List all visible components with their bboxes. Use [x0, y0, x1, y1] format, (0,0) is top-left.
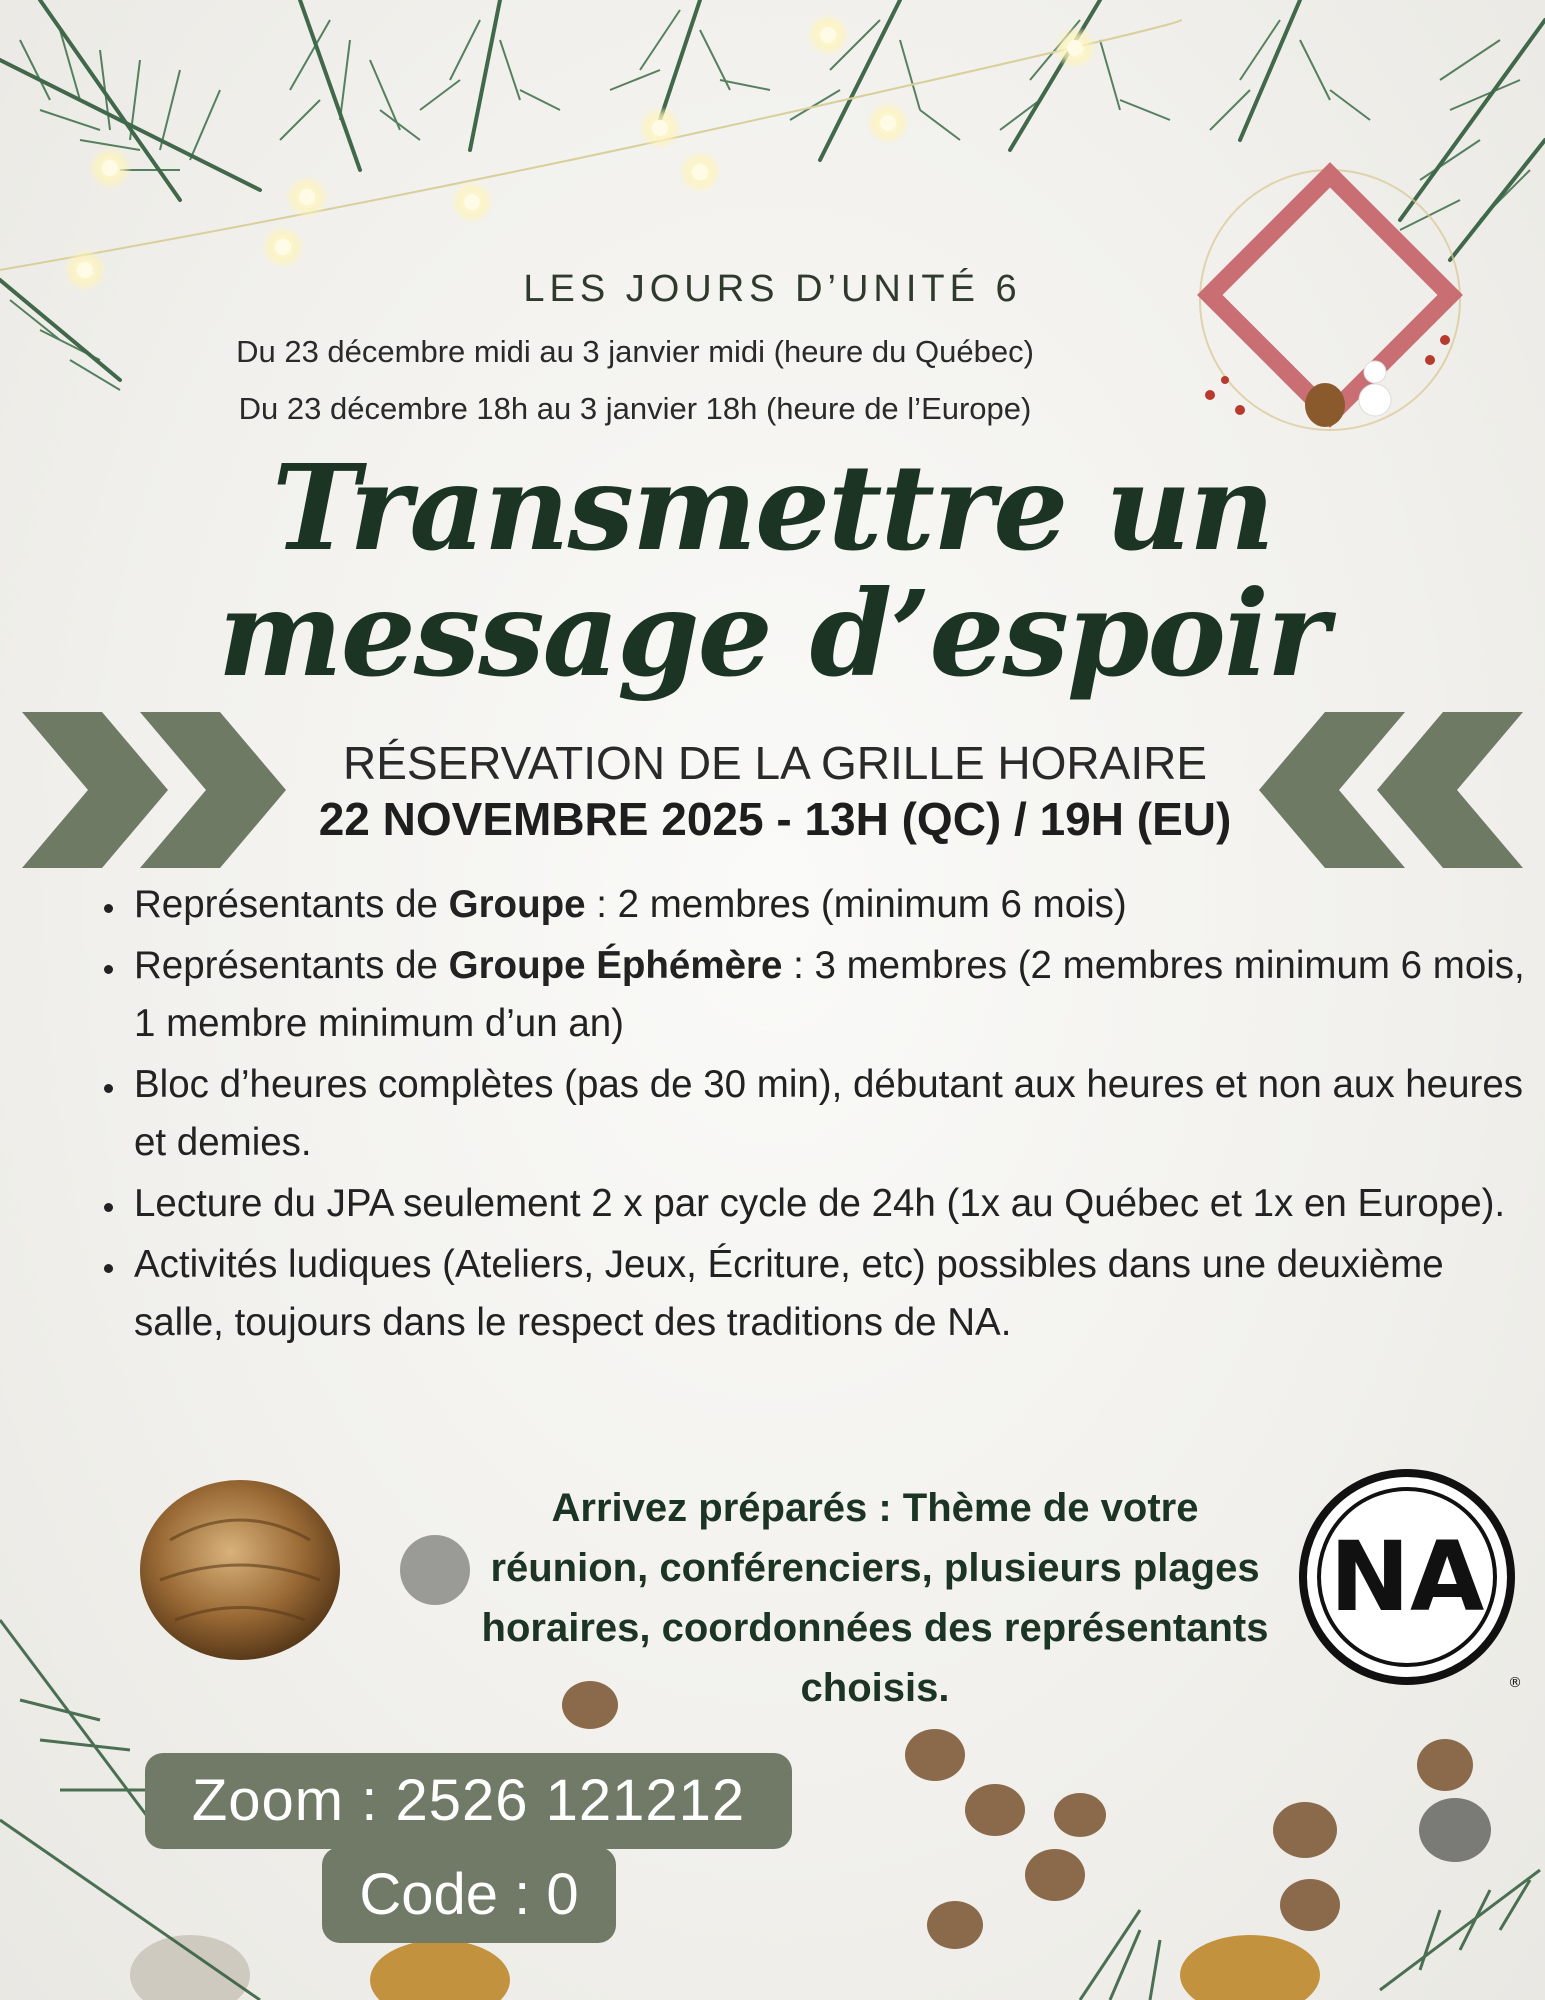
reservation-label: RÉSERVATION DE LA GRILLE HORAIRE [342, 737, 1208, 789]
na-logo [1295, 1465, 1525, 1695]
list-item: • Bloc d’heures complètes (pas de 30 min), débutant aux heures et non aux heures et demies. [128, 1056, 1528, 1172]
list-item: • Activités ludiques (Ateliers, Jeux, Écriture, etc) possibles dans une deuxième salle, toujours dans le respect des traditions de NA. [128, 1236, 1528, 1352]
registered-mark: ® [1508, 1675, 1522, 1691]
date-range-europe: Du 23 décembre 18h au 3 janvier 18h (heure de l’Europe) [238, 391, 1032, 426]
date-range-quebec: Du 23 décembre midi au 3 janvier midi (heure du Québec) [236, 334, 1034, 369]
string-lights [63, 13, 1097, 292]
event-subtitle: LES JOURS D’UNITÉ 6 [523, 268, 1022, 310]
reservation-datetime: 22 NOVEMBRE 2025 - 13H (QC) / 19H (EU) [318, 793, 1232, 845]
preparation-note: Arrivez préparés : Thème de votre réunion, conférenciers, plusieurs plages horaires, coordonnées des représentants choisis. [481, 1486, 1269, 1710]
main-title-line-1: Transmettre un [272, 438, 1273, 577]
list-item: • Représentants de Groupe : 2 membres (minimum 6 mois) [128, 876, 1528, 934]
main-title-line-2: message d’espoir [217, 564, 1328, 703]
zoom-meeting-badge: Zoom : 2526 121212 [145, 1753, 792, 1849]
zoom-code-badge: Code : 0 [322, 1847, 616, 1943]
list-item: • Lecture du JPA seulement 2 x par cycle de 24h (1x au Québec et 1x en Europe). [128, 1175, 1528, 1233]
na-logo-text: NA [1329, 1521, 1485, 1633]
main-title [0, 438, 1545, 703]
list-item: • Représentants de Groupe Éphémère : 3 membres (2 membres minimum 6 mois, 1 membre minimum d’un an) [128, 937, 1528, 1053]
light-string [0, 20, 1181, 270]
rules-list [90, 876, 1528, 1355]
chevrons-left [22, 712, 286, 868]
